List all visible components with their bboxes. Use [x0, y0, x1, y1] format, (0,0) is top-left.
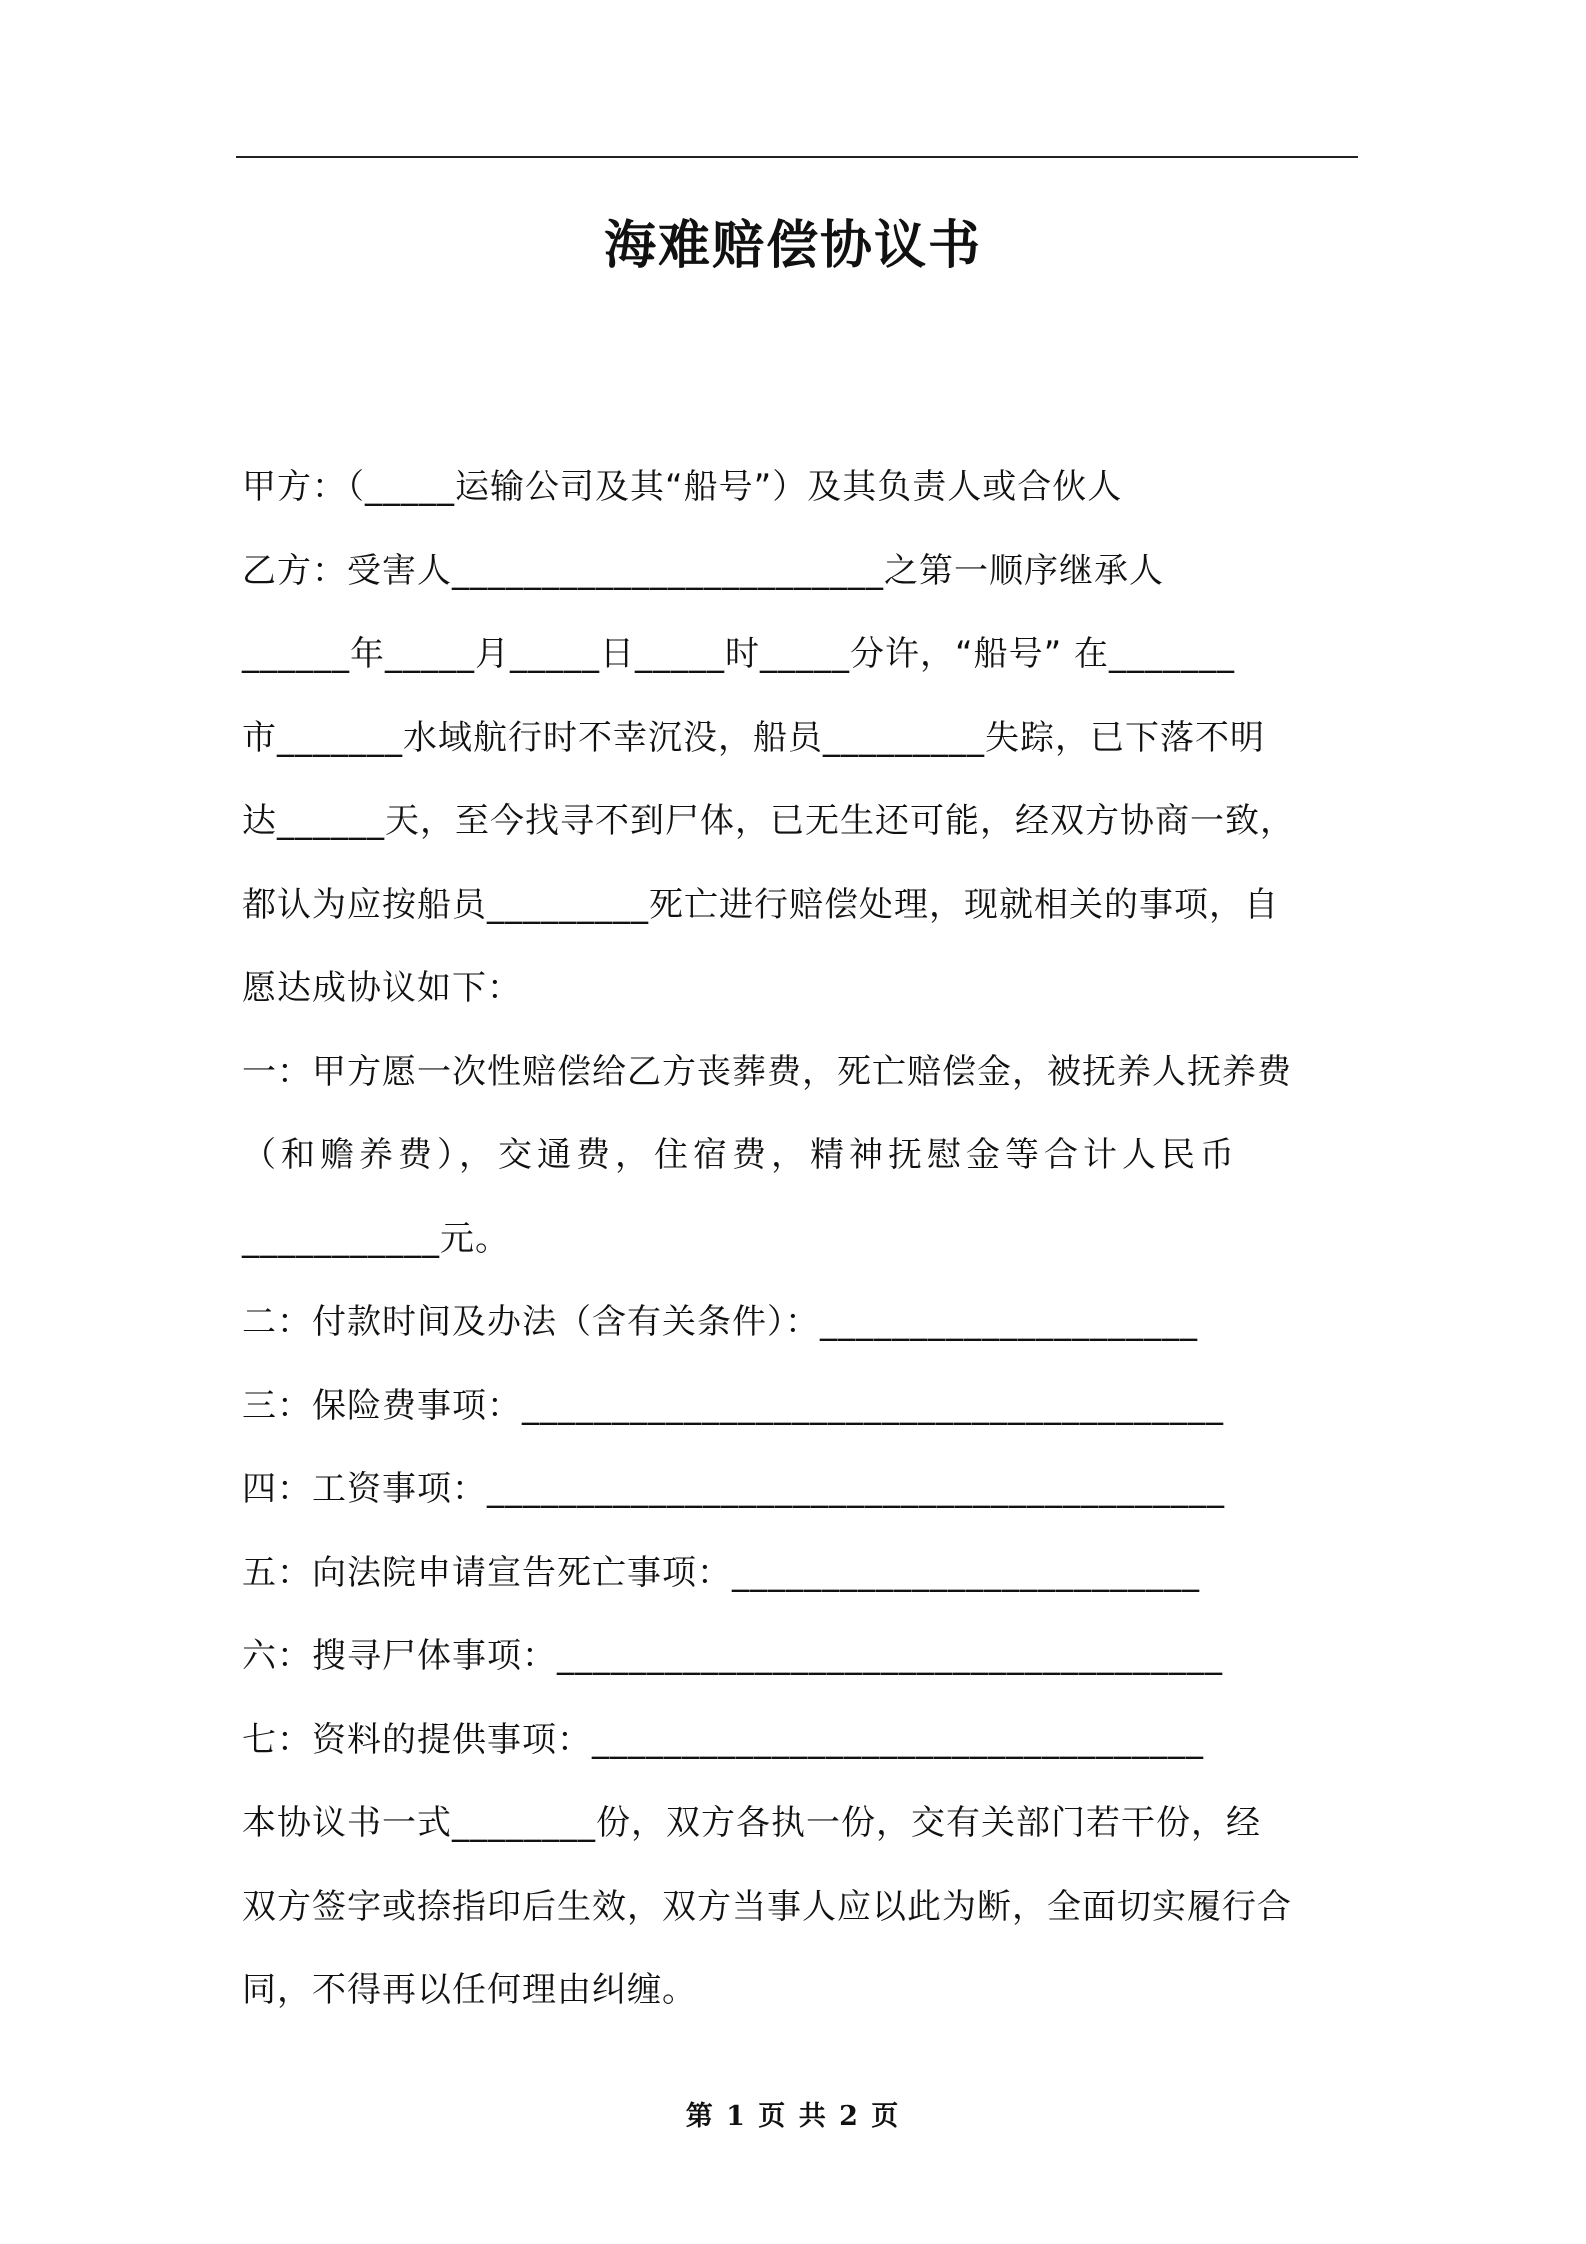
header-rule: [236, 156, 1358, 158]
party-b-line: 乙方：受害人________________________之第一顺序继承人: [242, 550, 1164, 591]
paragraph-line: 市_______水域航行时不幸沉没，船员_________失踪，已下落不明: [242, 717, 1265, 758]
closing-line: 双方签字或捺指印后生效，双方当事人应以此为断，全面切实履行合: [242, 1886, 1292, 1927]
party-a-line: 甲方：（_____运输公司及其“船号”）及其负责人或合伙人: [242, 467, 1123, 507]
clause-4-line: 四：工资事项：_________________________________________: [242, 1469, 1225, 1509]
paragraph-line: 都认为应按船员_________死亡进行赔偿处理，现就相关的事项，自: [242, 884, 1279, 925]
paragraph-line: ______年_____月_____日_____时_____分许，“船号” 在_______: [242, 634, 1236, 674]
clause-1-line: ___________元。: [242, 1218, 510, 1259]
clause-1-line: 一：甲方愿一次性赔偿给乙方丧葬费，死亡赔偿金，被抚养人抚养费: [242, 1051, 1292, 1092]
page-number: 第 1 页 共 2 页: [685, 2101, 901, 2132]
closing-line: 同，不得再以任何理由纠缠。: [242, 1970, 697, 2010]
clause-6-line: 六：搜寻尸体事项：_____________________________________: [242, 1636, 1223, 1676]
clause-7-line: 七：资料的提供事项：__________________________________: [242, 1719, 1204, 1760]
paragraph-line: 达______天，至今找寻不到尸体，已无生还可能，经双方协商一致，: [242, 801, 1295, 841]
clause-2-line: 二：付款时间及办法（含有关条件）：_____________________: [242, 1302, 1198, 1342]
clause-1-line: （和赡养费），交通费，住宿费，精神抚慰金等合计人民币: [242, 1135, 1239, 1175]
paragraph-line: 愿达成协议如下：: [242, 968, 522, 1008]
clause-5-line: 五：向法院申请宣告死亡事项：__________________________: [242, 1552, 1200, 1593]
document-title: 海难赔偿协议书: [603, 216, 982, 276]
agreement-body: [242, 446, 1352, 2033]
closing-line: 本协议书一式________份，双方各执一份，交有关部门若干份，经: [242, 1803, 1261, 1843]
clause-3-line: 三：保险费事项：_______________________________________: [242, 1385, 1224, 1426]
